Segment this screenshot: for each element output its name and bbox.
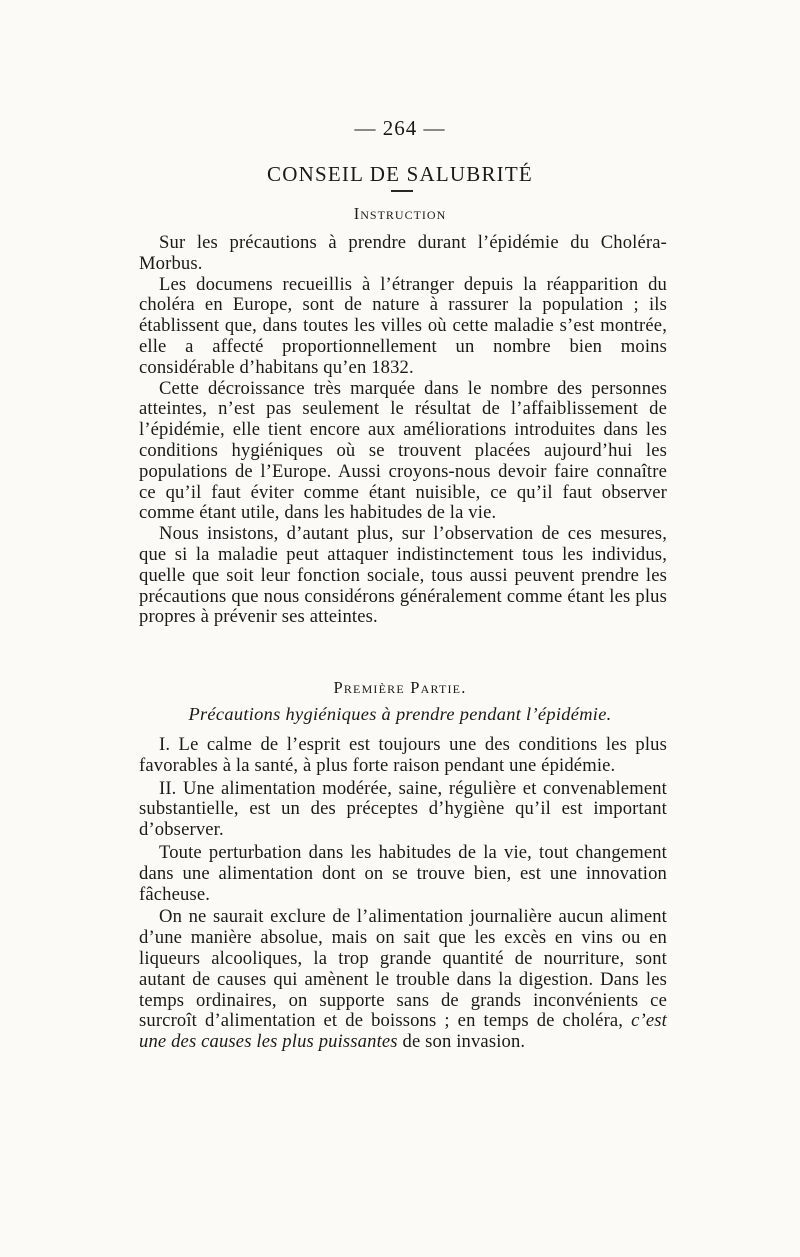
rule-paragraph-2: II. Une alimentation modérée, saine, régulière et convenablement substantielle, est un des préceptes d’hygiène qu’il est important d’observer. (139, 777, 667, 841)
rule-paragraph-4-body: On ne saurait exclure de l’alimentation journalière aucun aliment d’une manière absolue, mais on sait que les excès en vins ou en liqueurs alcooliques, la trop grande quantité de nourriture, sont autant de causes qui amènent le trouble dans la digestion. Dans les temps ordinaires, on supporte sans de grands inconvénients ce surcroît d’alimentation et de boissons ; en temps de choléra, (139, 906, 667, 1032)
part-one-text (139, 735, 667, 1055)
part-subtitle: Précautions hygiéniques à prendre pendant l’épidémie. (188, 704, 612, 724)
page-number: — 264 — (354, 116, 446, 140)
intro-text (139, 233, 667, 628)
rule-paragraph-3: Toute perturbation dans les habitudes de la vie, tout changement dans une alimentation dont on se trouve bien, est une innovation fâcheuse. (139, 841, 667, 905)
intro-paragraph-1: Les documens recueillis à l’étranger depuis la réapparition du choléra en Europe, sont de nature à rassurer la population ; ils établissent que, dans toutes les villes où cette maladie s’est montrée, elle a affecté proportionnellement un nombre bien moins considérable d’habitans qu’en 1832. (139, 273, 667, 378)
document-title: CONSEIL DE SALUBRITÉ (267, 162, 533, 186)
intro-paragraph-3: Nous insistons, d’autant plus, sur l’observation de ces mesures, que si la maladie peut attaquer indistinctement tous les individus, quelle que soit leur fonction sociale, tous aussi peuvent prendre les précautions que nous considérons généralement comme étant les plus propres à prévenir ses atteintes. (139, 523, 667, 628)
title-divider (391, 190, 413, 192)
section-heading: Instruction (353, 204, 447, 223)
rule-paragraph-1: I. Le calme de l’esprit est toujours une des conditions les plus favorables à la santé, à plus forte raison pendant une épidémie. (139, 734, 667, 776)
rule-paragraph-4-tail: de son invasion. (402, 1031, 526, 1053)
intro-paragraph-2: Cette décroissance très marquée dans le nombre des personnes atteintes, n’est pas seulement le résultat de l’affaiblissement de l’épidémie, elle tient encore aux améliorations introduites dans les conditions hygiéniques où se trouvent placées aujourd’hui les populations de l’Europe. Aussi croyons-nous devoir faire connaître ce qu’il faut éviter comme étant nuisible, ce qu’il faut observer comme étant utile, dans les habitudes de la vie. (139, 377, 667, 524)
part-heading: Première Partie. (333, 678, 467, 697)
rule-paragraph-4-emphasis: c’est une des causes les plus puissantes (139, 1010, 667, 1053)
rule-paragraph-4 (139, 907, 667, 1053)
intro-subject: Sur les précautions à prendre durant l’épidémie du Choléra-Morbus. (139, 232, 667, 274)
